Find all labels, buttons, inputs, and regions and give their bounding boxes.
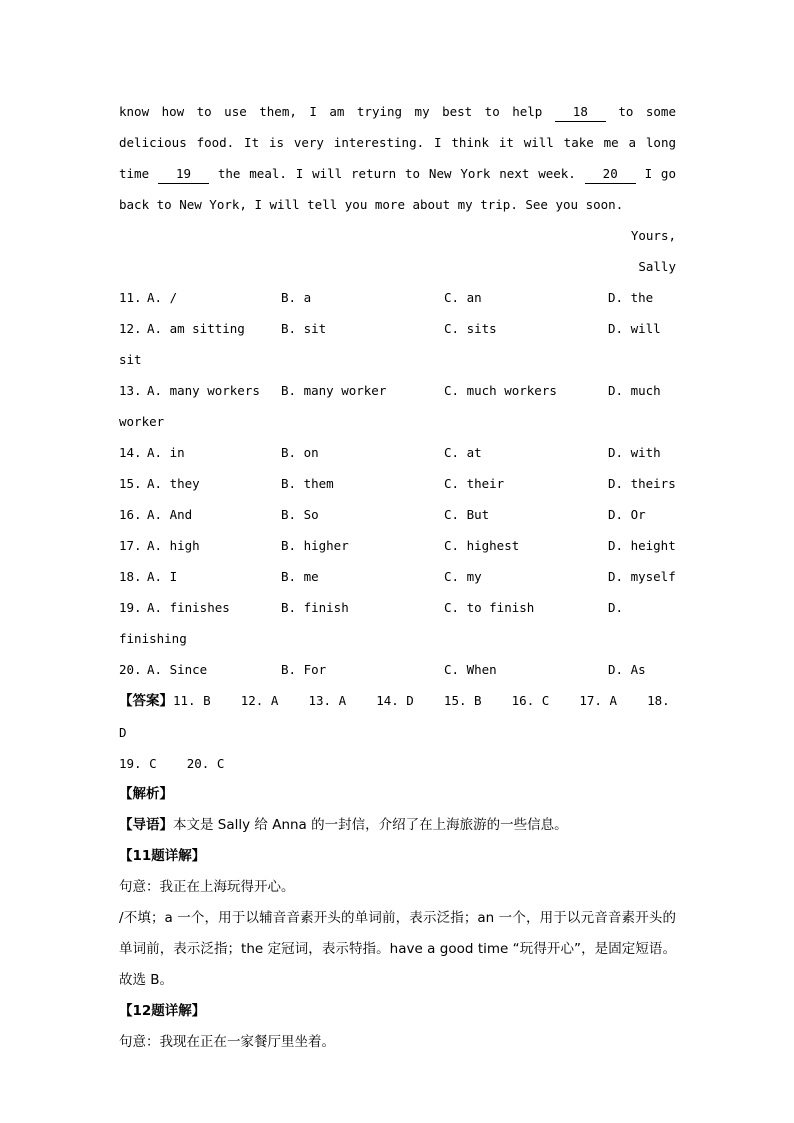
option-c: C. an [444,290,482,305]
option-b: B. For [281,662,327,677]
guide-text: 本文是 Sally 给 Anna 的一封信，介绍了在上海旅游的一些信息。 [173,817,568,833]
signature-sally: Sally [638,259,676,274]
option-b: B. higher [281,538,349,553]
question-row-18 [119,561,676,592]
option-d: D. theirs [608,476,676,491]
option-b: B. on [281,445,319,460]
analysis-title [119,779,676,810]
guide-line [119,810,676,841]
question-row-15 [119,468,676,499]
question-12-wrap: sit [119,352,142,367]
passage-text-3: the meal. I will return to New York next week. [209,166,585,181]
option-a: A. many workers [147,383,260,398]
analysis-title-text: 【解析】 [119,786,173,802]
option-b: B. So [281,507,319,522]
q11-detail-title-text: 【11题详解】 [119,848,206,864]
option-d: D. myself [608,569,676,584]
option-c: C. When [444,662,497,677]
question-row-13 [119,375,676,406]
option-d: D. [608,600,624,615]
blank-18: 18 [555,103,606,122]
question-row-20 [119,654,676,685]
option-c: C. highest [444,538,520,553]
question-number: 18. [119,569,142,584]
q12-meaning: 句意：我现在正在一家餐厅里坐着。 [119,1034,335,1050]
option-c: C. their [444,476,505,491]
question-number: 13. [119,383,142,398]
option-c: C. my [444,569,482,584]
option-a: A. I [147,569,178,584]
question-row-19 [119,592,676,623]
question-row-14 [119,437,676,468]
answers-line-1 [119,685,676,748]
question-number: 11. [119,290,142,305]
option-d: D. Or [608,507,646,522]
option-a: A. in [147,445,185,460]
option-b: B. them [281,476,334,491]
question-19-wrap: finishing [119,631,187,646]
answers-line-2: 19. C 20. C [119,756,225,771]
blank-20: 20 [585,165,636,184]
option-a: A. am sitting [147,321,245,336]
option-c: C. sits [444,321,497,336]
answers-values-1: 11. B 12. A 13. A 14. D 15. B 16. C 17. A 18. D [119,693,678,740]
option-b: B. a [281,290,312,305]
option-a: A. finishes [147,600,230,615]
option-d: D. As [608,662,646,677]
question-number: 20. [119,662,142,677]
question-row-11 [119,282,676,313]
q12-detail-title [119,996,676,1027]
answers-label: 【答案】 [119,693,173,709]
blank-19: 19 [158,165,209,184]
passage-text-4: I go back to New York, I will tell you more about my trip. See you soon. [119,166,676,212]
question-row-12 [119,313,676,344]
option-d: D. the [608,290,654,305]
option-d: D. much [608,383,661,398]
option-b: B. sit [281,321,327,336]
question-number: 17. [119,538,142,553]
passage-text-1: know how to use them, I am trying my best to help [119,104,555,119]
option-a: A. And [147,507,193,522]
question-number: 12. [119,321,142,336]
option-a: A. high [147,538,200,553]
passage-paragraph [119,96,676,220]
passage-text-2: to some delicious food. It is very interesting. I think it will take me a long time [119,104,676,181]
question-13-wrap: worker [119,414,165,429]
option-c: C. to finish [444,600,535,615]
option-d: D. will [608,321,661,336]
question-row-17 [119,530,676,561]
option-a: A. they [147,476,200,491]
option-d: D. height [608,538,676,553]
signature-yours: Yours, [630,228,676,243]
q11-detail-title [119,841,676,872]
q11-meaning: 句意：我正在上海玩得开心。 [119,879,295,895]
q11-explanation: /不填；a 一个，用于以辅音音素开头的单词前，表示泛指；an 一个，用于以元音音素开头的单词前，表示泛指；the 定冠词，表示特指。have a good time “玩得开心”，是固定短语。故选 B。 [119,910,676,988]
option-b: B. finish [281,600,349,615]
option-b: B. me [281,569,319,584]
option-c: C. But [444,507,490,522]
guide-label: 【导语】 [119,817,173,833]
option-d: D. with [608,445,661,460]
question-number: 19. [119,600,142,615]
question-number: 15. [119,476,142,491]
option-a: A. / [147,290,178,305]
option-c: C. at [444,445,482,460]
option-b: B. many worker [281,383,387,398]
q12-detail-title-text: 【12题详解】 [119,1003,206,1019]
question-row-16 [119,499,676,530]
option-c: C. much workers [444,383,557,398]
question-number: 16. [119,507,142,522]
option-a: A. Since [147,662,208,677]
question-number: 14. [119,445,142,460]
